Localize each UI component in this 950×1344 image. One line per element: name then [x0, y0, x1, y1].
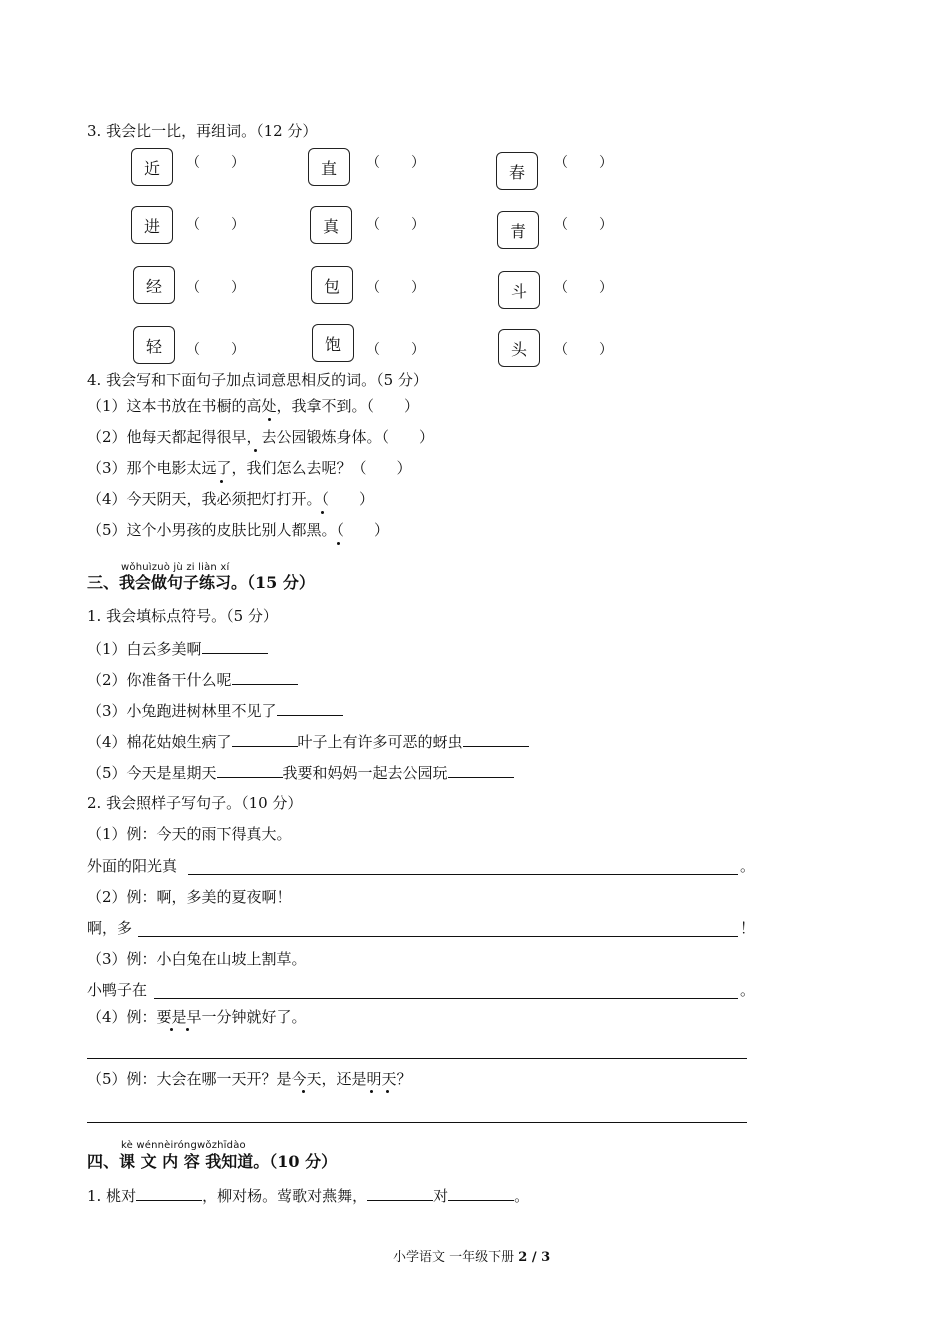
answer-parens: （ ） [186, 217, 245, 233]
answer-parens: （ ） [554, 217, 613, 233]
char-box: 头 [498, 329, 540, 367]
answer-parens: （ ） [366, 342, 425, 358]
emphasis-dot [170, 1028, 173, 1031]
answer-parens: （ ） [186, 342, 245, 358]
s3q1-title: 1. 我会填标点符号。（5 分） [87, 607, 278, 625]
answer-line[interactable] [87, 1122, 747, 1123]
emphasis-dot [220, 480, 223, 483]
answer-end: 。 [740, 981, 756, 999]
char-box: 斗 [498, 271, 540, 309]
char-box: 轻 [133, 326, 175, 364]
char-box: 青 [497, 211, 539, 249]
char-box: 春 [496, 152, 538, 190]
answer-parens: （ ） [554, 280, 613, 296]
answer-parens: （ ） [186, 155, 245, 171]
char-box: 近 [131, 148, 173, 186]
answer-line[interactable] [138, 936, 738, 937]
answer-line[interactable] [188, 874, 738, 875]
s3q1-item: （5）今天是星期天 我要和妈妈一起去公园玩 [87, 762, 514, 783]
emphasis-dot [370, 1090, 373, 1093]
s3q2-answer-prefix: 外面的阳光真 [87, 857, 178, 875]
s3q2-title: 2. 我会照样子写句子。（10 分） [87, 794, 303, 812]
answer-parens: （ ） [186, 280, 245, 296]
answer-parens: （ ） [554, 342, 613, 358]
emphasis-dot [386, 1090, 389, 1093]
char-box: 饱 [312, 324, 354, 362]
q4-item: （4）今天阴天，我必须把灯打开。（ ） [87, 490, 375, 508]
section4-pinyin: kè wénnèiróngwǒzhīdào [121, 1140, 246, 1151]
s3q1-item: （2）你准备干什么呢 [87, 669, 298, 690]
emphasis-dot [268, 418, 271, 421]
char-box: 包 [311, 266, 353, 304]
page-number: 2 / 3 [518, 1250, 551, 1265]
section4-title: 四、课 文 内 容 我知道。（10 分） [87, 1152, 338, 1171]
emphasis-dot [337, 542, 340, 545]
q3-title: 3. 我会比一比，再组词。（12 分） [87, 122, 318, 140]
char-box: 真 [310, 206, 352, 244]
emphasis-dot [186, 1028, 189, 1031]
s3q1-item: （4）棉花姑娘生病了 叶子上有许多可恶的蚜虫 [87, 731, 529, 752]
s3q1-item: （1）白云多美啊 [87, 638, 268, 659]
section3-pinyin: wǒhuìzuò jù zi liàn xí [121, 562, 230, 573]
s3q2-example: （1）例：今天的雨下得真大。 [87, 825, 292, 843]
s3q2-answer-prefix: 啊，多 [87, 919, 133, 937]
answer-parens: （ ） [554, 155, 613, 171]
q4-title: 4. 我会写和下面句子加点词意思相反的词。（5 分） [87, 371, 428, 389]
answer-end: ！ [740, 919, 756, 937]
s3q2-example: （5）例：大会在哪一天开？是今天，还是明天？ [87, 1070, 412, 1088]
char-box: 直 [308, 148, 350, 186]
s3q2-example: （2）例：啊，多美的夏夜啊！ [87, 888, 292, 906]
page-footer [393, 1246, 550, 1265]
q4-item: （2）他每天都起得很早，去公园锻炼身体。（ ） [87, 428, 435, 446]
s3q1-item: （3）小兔跑进树林里不见了 [87, 700, 343, 721]
char-box: 经 [133, 266, 175, 304]
answer-parens: （ ） [366, 217, 425, 233]
q4-item: （5）这个小男孩的皮肤比别人都黑。（ ） [87, 521, 390, 539]
char-box: 进 [131, 206, 173, 244]
answer-parens: （ ） [366, 280, 425, 296]
emphasis-dot [254, 449, 257, 452]
emphasis-dot [302, 1090, 305, 1093]
section3-title: 三、我会做句子练习。（15 分） [87, 573, 315, 592]
footer-subject: 小学语文 一年级下册 [393, 1250, 519, 1265]
s3q2-answer-prefix: 小鸭子在 [87, 981, 148, 999]
s3q2-example: （3）例：小白兔在山坡上割草。 [87, 950, 307, 968]
s4q1-line: 1. 桃对 ，柳对杨。莺歌对燕舞， 对 。 [87, 1187, 530, 1205]
answer-parens: （ ） [366, 155, 425, 171]
s3q2-example: （4）例：要是早一分钟就好了。 [87, 1008, 307, 1026]
answer-end: 。 [740, 857, 756, 875]
q4-item: （3）那个电影太远了，我们怎么去呢？（ ） [87, 459, 412, 477]
answer-line[interactable] [87, 1058, 747, 1059]
emphasis-dot [321, 511, 324, 514]
q4-item: （1）这本书放在书橱的高处，我拿不到。（ ） [87, 397, 420, 415]
answer-line[interactable] [154, 998, 738, 999]
